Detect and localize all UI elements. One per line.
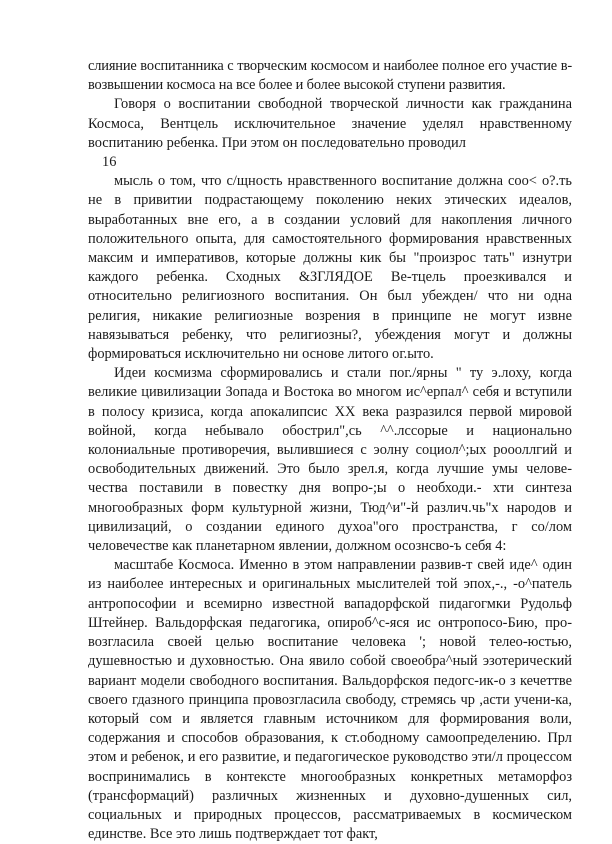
- paragraph-5: масштабе Космоса. Именно в этом направлении развив-т свей иде^ один из наиболее интересных и оригинальных мыслителей той эпох,-., -о^патель антропософии и всемирно известной вападорфской пидагогмки Рудольф Штейнер. Вальдорфская педагогика, опироб^с-яся ис онтропосо-Бию, про-возгласила своей целью воспитание человека '; новой телео-юстью, душевностью и духовностью. Она явило собой своеобра^ный эзотерический вариант модели свободного воспитания. Вальдорфскоя педогс-ик-о з кечеттве своего гдазного принципа провозгласила свободу, стремясь чр ,асти учени-ка, который сом и является главным источником для формирования воли, содержания и способов образования, к ст.ободному самоопределению. Прл этом и ребенок, и его развитие, и педагогическое руководство эти/л процессом воспринимались в контексте многообразных конкретных метаморфоз (трансформаций) различных жизненных и духовно-душенных сил, социальных и природных процессов, рассматриваемых в космическом единстве. Все это лишь подтверждает тот факт,: [88, 557, 572, 843]
- paragraph-1: слияние воспитанника с творческим космосом и наиболее полное его участие в-возвышении космоса на все более и более высокой ступени развития.: [88, 58, 572, 94]
- page-number: 16: [102, 154, 117, 171]
- document-page: [88, 57, 572, 844]
- paragraph-3: мысль о том, что с/щность нравственного воспитание должна соо< о?.ть не в привитии подрастающему поколению неких этических идеалов, выработанных вне его, а в создании условий для накопления личного положительного опыта, для самостоятельного формирования нравственных максим и императивов, которые должны кик бы "произрос тать" изнутри каждого ребенка. Сходных &ЗГЛЯДОЕ Ве-тцель проезкивался и относительно религиозного воспитания. Он был убежден/ что ни одна религия, никакие религиозные возрения в принципе не могут извне навязываться ребенку, что религиозны?, убеждения могут и должны формироваться исключительно ни основе литого ог.ыто.: [88, 173, 572, 363]
- paragraph-2: Говоря о воспитании свободной творческой личности как гражданина Космоса, Вентцель исключительное значение уделял нравственному воспитанию ребенка. При этом он последовательно проводил: [88, 96, 572, 151]
- paragraph-4: Идеи космизма сформировались и стали пог./ярны " ту э.лоху, когда великие цивилизации Зопада и Востока во многом ис^ерпал^ себя и вступили в полосу кризиса, когда апокалипсис XX века разразился первой мировой войной, когда небывало обострил",сь ^^.лссорые и национально колониальные противоречия, вылившиеся с эолну социол^;ых роооллгий и освободительных движений. Это было зрел.я, когда лучшие умы челове-чества поставили в повестку дня вопро-;ы о необходи.- хти синтеза многообразных форм культурной жизни, Тюд^и"-й различ.чь"х народов и цивилизаций, о создании единого духоа"ого пространства, г со/лом человечестве как планетарном явлении, должном осознсво-ъ себя 4:: [88, 365, 572, 555]
